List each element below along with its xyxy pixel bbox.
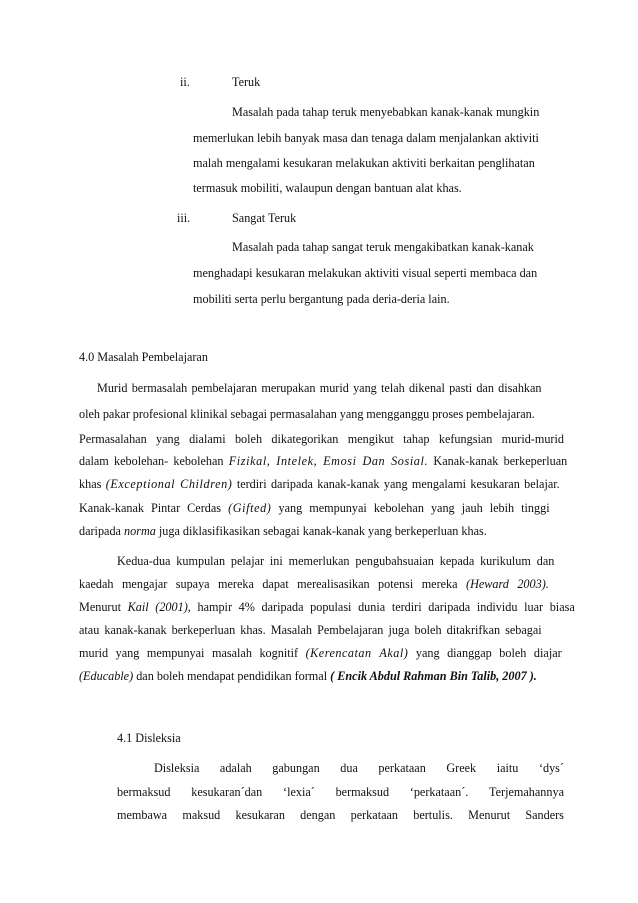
p2-line-4: atau kanak-kanak berkeperluan khas. Masalah Pembelajaran juga boleh ditakrifkan sebagai	[79, 623, 542, 637]
text: khas	[79, 477, 102, 491]
italic-text: norma	[124, 524, 156, 538]
word: membawa	[117, 808, 168, 822]
list-iii-line-1: Masalah pada tahap sangat teruk mengakibatkan kanak-kanak	[232, 240, 534, 254]
word: Sanders	[525, 808, 564, 822]
text: murid yang mempunyai masalah kognitif	[79, 646, 299, 660]
italic-text: Fizikal, Intelek, Emosi Dan Sosial.	[228, 454, 429, 468]
word: ‘lexia´	[283, 785, 315, 799]
p2-line-1: Kedua-dua kumpulan pelajar ini memerlukan pengubahsuaian kepada kurikulum dan	[117, 554, 555, 568]
p1-line-1	[97, 380, 561, 396]
text: Kanak-kanak berkeperluan	[433, 454, 568, 468]
word: Menurut	[468, 808, 511, 822]
p2-line-5	[79, 645, 562, 661]
word: kesukaran´dan	[191, 785, 263, 799]
word: bermaksud	[335, 785, 390, 799]
p1-line-5	[79, 476, 560, 492]
list-numeral-iii: iii.	[177, 211, 191, 225]
text: kaedah mengajar supaya mereka dapat merealisasikan potensi mereka	[79, 577, 458, 591]
italic-text: (Kerencatan Akal)	[305, 646, 409, 660]
text: yang dianggap boleh diajar	[415, 646, 562, 660]
text: hampir 4% daripada populasi dunia terdiri daripada individu luar biasa	[197, 600, 575, 614]
list-ii-line-4: termasuk mobiliti, walaupun dengan bantuan alat khas.	[193, 181, 462, 195]
list-ii-line-1	[232, 104, 557, 120]
text: terdiri daripada kanak-kanak yang mengalami kesukaran belajar.	[236, 477, 560, 491]
section-heading-4-0: 4.0 Masalah Pembelajaran	[79, 350, 208, 364]
word: Terjemahannya	[489, 785, 564, 799]
text: juga diklasifikasikan sebagai kanak-kanak yang berkeperluan khas.	[158, 524, 487, 538]
italic-text: (Exceptional Children)	[105, 477, 233, 491]
word: ‘dys´	[538, 761, 564, 775]
word: dua	[340, 761, 358, 775]
text: Menurut	[79, 600, 121, 614]
p2-line-2	[79, 576, 549, 592]
word: dengan	[300, 808, 336, 822]
word: adalah	[219, 761, 252, 775]
word: Disleksia	[154, 761, 200, 775]
word: Greek	[446, 761, 477, 775]
word: gabungan	[272, 761, 320, 775]
text: Masalah pada tahap teruk menyebabkan kanak-kanak mungkin	[232, 105, 540, 119]
list-iii-line-3: mobiliti serta perlu bergantung pada deria-deria lain.	[193, 292, 450, 306]
italic-text: (Educable)	[79, 669, 134, 683]
p1-line-3: Permasalahan yang dialami boleh dikategorikan mengikut tahap kefungsian murid-murid	[79, 432, 564, 446]
text: Murid bermasalah pembelajaran merupakan murid yang telah dikenal pasti dan disahkan	[97, 381, 542, 395]
word: perkataan	[350, 808, 398, 822]
text: Kanak-kanak Pintar Cerdas	[79, 501, 222, 515]
text: daripada	[79, 524, 121, 538]
italic-text: Kail (2001),	[127, 600, 191, 614]
text: dan boleh mendapat pendidikan formal	[136, 669, 328, 683]
p1-line-4	[79, 453, 567, 469]
citation: ( Encik Abdul Rahman Bin Talib, 2007 ).	[330, 669, 537, 683]
list-title-sangat-teruk: Sangat Teruk	[232, 211, 297, 225]
italic-text: (Heward 2003).	[466, 577, 549, 591]
p1-line-2: oleh pakar profesional klinikal sebagai permasalahan yang mengganggu proses pembelajaran.	[79, 407, 535, 421]
s41-line-3	[117, 807, 564, 823]
word: perkataan	[378, 761, 426, 775]
italic-text: (Gifted)	[228, 501, 272, 515]
list-iii-line-2: menghadapi kesukaran melakukan aktiviti visual seperti membaca dan	[193, 266, 538, 280]
section-heading-4-1: 4.1 Disleksia	[117, 731, 181, 745]
word: bertulis.	[413, 808, 453, 822]
word: iaitu	[496, 761, 519, 775]
list-ii-line-2: memerlukan lebih banyak masa dan tenaga dalam menjalankan aktiviti	[193, 131, 539, 145]
p1-line-6	[79, 500, 550, 516]
list-title-teruk: Teruk	[232, 75, 261, 89]
p1-line-7	[79, 523, 487, 539]
word: maksud	[182, 808, 221, 822]
s41-line-1	[154, 760, 564, 776]
s41-line-2	[117, 784, 564, 800]
p2-line-3	[79, 599, 575, 615]
text: dalam kebolehan- kebolehan	[79, 454, 224, 468]
p2-line-6	[79, 668, 537, 684]
list-ii-line-3: malah mengalami kesukaran melakukan aktiviti berkaitan penglihatan	[193, 156, 535, 170]
word: ‘perkataan´.	[409, 785, 469, 799]
list-numeral-ii: ii.	[180, 75, 190, 89]
text: yang mempunyai kebolehan yang jauh lebih tinggi	[278, 501, 550, 515]
word: bermaksud	[117, 785, 171, 799]
word: kesukaran	[235, 808, 285, 822]
